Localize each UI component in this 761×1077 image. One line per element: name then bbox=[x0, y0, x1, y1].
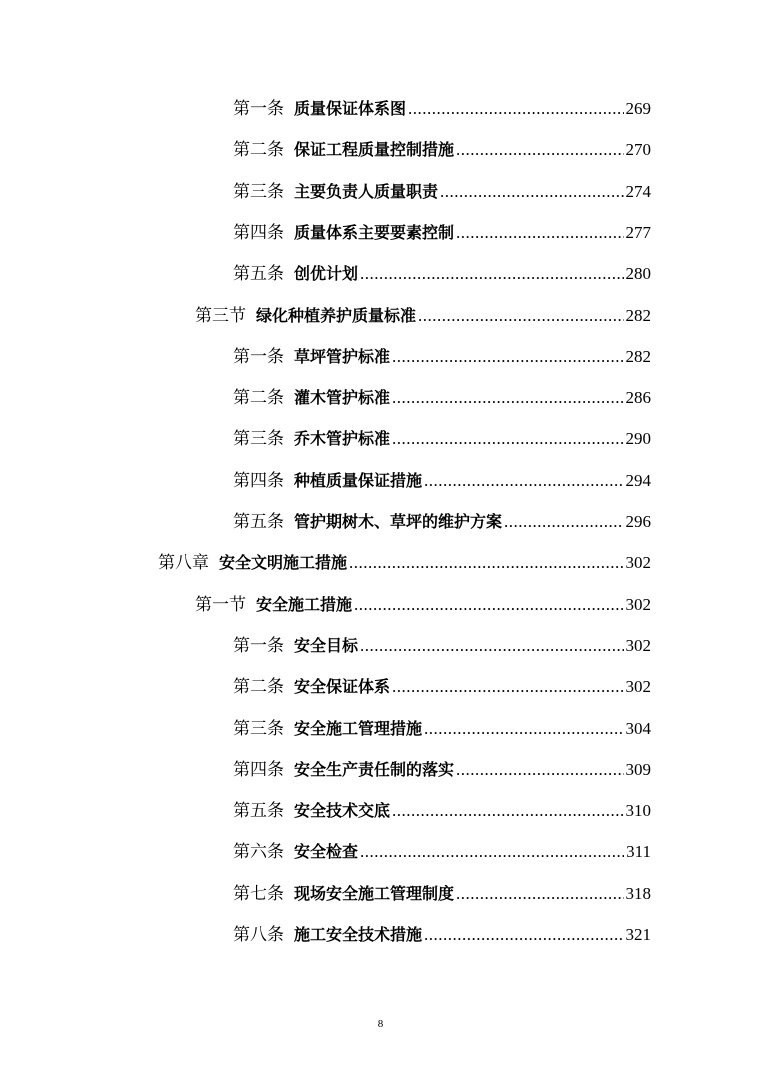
toc-entry-number: 第三节 bbox=[195, 305, 246, 326]
toc-dot-leader bbox=[349, 550, 623, 576]
toc-entry-number: 第七条 bbox=[233, 883, 284, 904]
toc-entry-page: 304 bbox=[625, 718, 651, 738]
toc-entry-number: 第五条 bbox=[233, 512, 284, 532]
toc-dot-leader bbox=[392, 798, 623, 824]
toc-entry-title: 主要负责人质量职责 bbox=[294, 181, 439, 201]
toc-entry-number: 第六条 bbox=[233, 842, 284, 863]
toc-dot-leader bbox=[418, 303, 623, 329]
toc-entry[interactable] bbox=[233, 509, 651, 535]
toc-dot-leader bbox=[360, 261, 623, 287]
toc-dot-leader bbox=[360, 839, 624, 865]
toc-entry-title: 保证工程质量控制措施 bbox=[294, 140, 455, 160]
toc-dot-leader bbox=[504, 509, 623, 535]
toc-entry-title: 质量体系主要要素控制 bbox=[294, 222, 455, 242]
toc-entry[interactable] bbox=[233, 426, 651, 452]
toc-dot-leader bbox=[456, 220, 623, 246]
toc-entry-number: 第三条 bbox=[233, 181, 284, 202]
toc-entry-page: 290 bbox=[625, 429, 651, 449]
toc-entry[interactable] bbox=[233, 137, 651, 163]
toc-entry-number: 第八条 bbox=[233, 925, 284, 945]
toc-entry-number: 第二条 bbox=[233, 388, 284, 409]
toc-entry-page: 310 bbox=[625, 801, 651, 821]
toc-entry-page: 277 bbox=[625, 222, 651, 242]
toc-entry-title: 质量保证体系图 bbox=[294, 99, 407, 118]
toc-dot-leader bbox=[392, 385, 623, 411]
toc-entry-title: 安全文明施工措施 bbox=[219, 553, 348, 573]
toc-entry-title: 安全施工管理措施 bbox=[294, 718, 423, 738]
toc-entry[interactable] bbox=[233, 839, 651, 865]
toc-entry[interactable] bbox=[195, 303, 651, 329]
toc-entry-number: 第八章 bbox=[158, 553, 209, 574]
toc-entry-page: 302 bbox=[625, 677, 651, 697]
toc-entry[interactable] bbox=[233, 922, 651, 948]
toc-entry[interactable] bbox=[233, 344, 651, 370]
toc-dot-leader bbox=[392, 674, 623, 700]
page-number: 8 bbox=[377, 1018, 384, 1030]
toc-entry[interactable] bbox=[233, 96, 651, 122]
toc-entry[interactable] bbox=[233, 385, 651, 411]
toc-entry-title: 安全目标 bbox=[294, 635, 359, 655]
toc-entry-page: 302 bbox=[625, 594, 651, 614]
toc-entry-number: 第三条 bbox=[233, 718, 284, 739]
toc-entry-page: 294 bbox=[625, 470, 651, 490]
toc-entry[interactable] bbox=[233, 220, 651, 246]
toc-entry-title: 安全检查 bbox=[294, 842, 359, 862]
toc-entry-number: 第一条 bbox=[233, 346, 284, 367]
toc-entry-page: 309 bbox=[625, 759, 651, 779]
toc-entry-title: 草坪管护标准 bbox=[294, 346, 391, 366]
toc-entry-page: 311 bbox=[626, 842, 651, 862]
toc-entry-page: 282 bbox=[625, 305, 651, 325]
toc-entry-title: 安全生产责任制的落实 bbox=[294, 759, 455, 779]
toc-entry-page: 318 bbox=[625, 883, 651, 903]
toc-dot-leader bbox=[456, 137, 623, 163]
toc-entry-title: 创优计划 bbox=[294, 264, 359, 284]
toc-entry-title: 管护期树木、草坪的维护方案 bbox=[294, 512, 503, 531]
toc-dot-leader bbox=[456, 757, 623, 783]
toc-entry[interactable] bbox=[233, 261, 651, 287]
toc-entry[interactable] bbox=[233, 468, 651, 494]
toc-entry[interactable] bbox=[233, 757, 651, 783]
toc-entry-title: 施工安全技术措施 bbox=[294, 925, 423, 944]
toc-entry-page: 296 bbox=[625, 512, 651, 531]
toc-entry[interactable] bbox=[233, 881, 651, 907]
toc-entry-number: 第二条 bbox=[233, 677, 284, 698]
toc-entry-page: 280 bbox=[625, 264, 651, 284]
toc-entry-number: 第二条 bbox=[233, 140, 284, 161]
toc-entry-page: 321 bbox=[625, 925, 651, 944]
toc-entry-number: 第一条 bbox=[233, 635, 284, 656]
toc-entry-page: 286 bbox=[625, 388, 651, 408]
toc-entry[interactable] bbox=[195, 592, 651, 618]
toc-entry-number: 第四条 bbox=[233, 222, 284, 243]
toc-entry-number: 第一条 bbox=[233, 99, 284, 119]
toc-entry-page: 282 bbox=[625, 346, 651, 366]
toc-entry-number: 第四条 bbox=[233, 470, 284, 491]
toc-entry-title: 乔木管护标准 bbox=[294, 429, 391, 449]
toc-entry-title: 安全技术交底 bbox=[294, 801, 391, 821]
toc-dot-leader bbox=[424, 716, 623, 742]
toc-entry-page: 269 bbox=[625, 99, 651, 118]
toc-entry[interactable] bbox=[158, 550, 651, 576]
toc-entry-number: 第一节 bbox=[195, 594, 246, 615]
toc-entry-title: 种植质量保证措施 bbox=[294, 470, 423, 490]
toc-entry-number: 第三条 bbox=[233, 429, 284, 450]
toc-dot-leader bbox=[424, 468, 623, 494]
toc-entry-number: 第四条 bbox=[233, 759, 284, 780]
toc-entry-title: 现场安全施工管理制度 bbox=[294, 883, 455, 903]
toc-entry[interactable] bbox=[233, 674, 651, 700]
toc-entry-page: 302 bbox=[625, 553, 651, 573]
toc-entry-title: 安全保证体系 bbox=[294, 677, 391, 697]
toc-entry-number: 第五条 bbox=[233, 801, 284, 822]
toc-entry-number: 第五条 bbox=[233, 264, 284, 285]
toc-dot-leader bbox=[392, 344, 623, 370]
toc-entry[interactable] bbox=[233, 798, 651, 824]
toc-entry-title: 灌木管护标准 bbox=[294, 388, 391, 408]
toc-entry-title: 绿化种植养护质量标准 bbox=[256, 305, 417, 325]
toc-entry[interactable] bbox=[233, 179, 651, 205]
toc-entry-page: 270 bbox=[625, 140, 651, 160]
toc-entry[interactable] bbox=[233, 633, 651, 659]
toc-dot-leader bbox=[440, 179, 623, 205]
toc-dot-leader bbox=[360, 633, 623, 659]
toc-dot-leader bbox=[392, 426, 623, 452]
toc-entry-page: 274 bbox=[625, 181, 651, 201]
toc-dot-leader bbox=[354, 592, 623, 618]
toc-dot-leader bbox=[456, 881, 623, 907]
toc-entry-page: 302 bbox=[625, 635, 651, 655]
toc-entry[interactable] bbox=[233, 716, 651, 742]
toc-dot-leader bbox=[424, 922, 623, 948]
toc-entry-title: 安全施工措施 bbox=[256, 594, 353, 614]
toc-dot-leader bbox=[408, 96, 623, 122]
